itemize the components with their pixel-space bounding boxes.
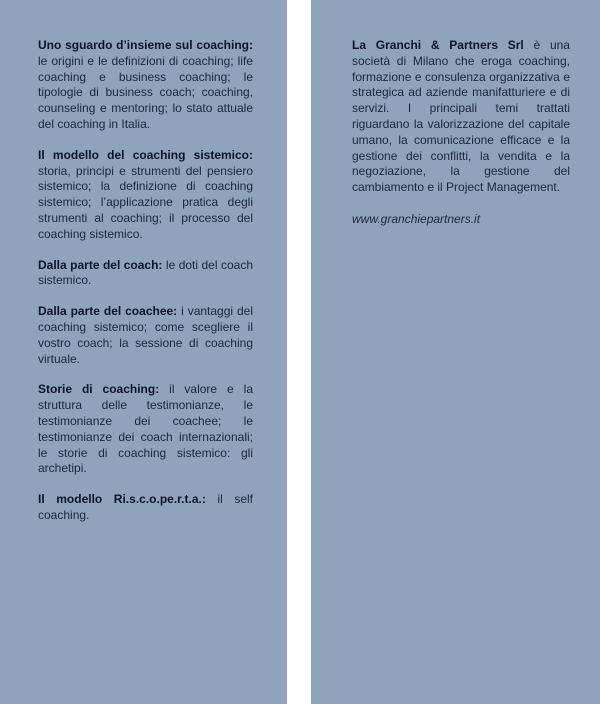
section-riscoperta-model [38, 492, 253, 524]
section-systemic-model [38, 148, 253, 243]
section-heading: Il modello Ri.s.c.o.pe.r.t.a.: [38, 492, 206, 507]
section-overview [38, 38, 253, 133]
section-heading: Il modello del coaching sistemico: [38, 147, 253, 162]
section-coaching-stories [38, 382, 253, 477]
right-panel [311, 0, 600, 704]
section-heading: Storie di coaching: [38, 382, 160, 397]
section-coachee-side [38, 304, 253, 367]
company-name: La Granchi & Partners Srl [352, 38, 524, 52]
section-text: le doti del coach sistemico. [38, 257, 254, 288]
section-text: i vantaggi del coaching sistemico; come scegliere il vostro coach; la sessione di coaching virtuale. [38, 304, 253, 366]
section-text: storia, principi e strumenti del pensiero sistemico; la definizione di coaching sistemico; l’applicazione pratica degli strumenti al coaching; il processo del coaching sistemico. [38, 163, 253, 241]
company-description [352, 38, 570, 196]
section-heading: Uno sguardo d’insieme sul coaching: [38, 38, 253, 52]
company-description-text: è una società di Milano che eroga coaching, formazione e consulenza organizzativa e strategica ad aziende manifatturiere e di servizi. I principali temi trattati riguardano la valorizzazione del capitale umano, la comunicazione efficace e la gestione dei conflitti, la vendita e la negoziazione, la gestione del cambiamento e il Project Management. [352, 38, 570, 195]
section-text: le origini e le definizioni di coaching; life coaching e business coaching; le tipologie di business coach; coaching, counseling e mentoring; lo stato attuale del coaching in Italia. [38, 53, 253, 131]
section-text: il valore e la struttura delle testimonianze, le testimonianze dei coachee; le testimonianze dei coach internazionali; le storie di coaching sistemico: gli archetipi. [38, 382, 253, 476]
section-coach-side [38, 258, 253, 290]
left-panel [0, 0, 287, 704]
website-url: www.granchiepartners.it [352, 211, 481, 226]
section-heading: Dalla parte del coach: [38, 257, 163, 272]
section-text: il self coaching. [38, 492, 253, 522]
section-heading: Dalla parte del coachee: [38, 304, 178, 319]
